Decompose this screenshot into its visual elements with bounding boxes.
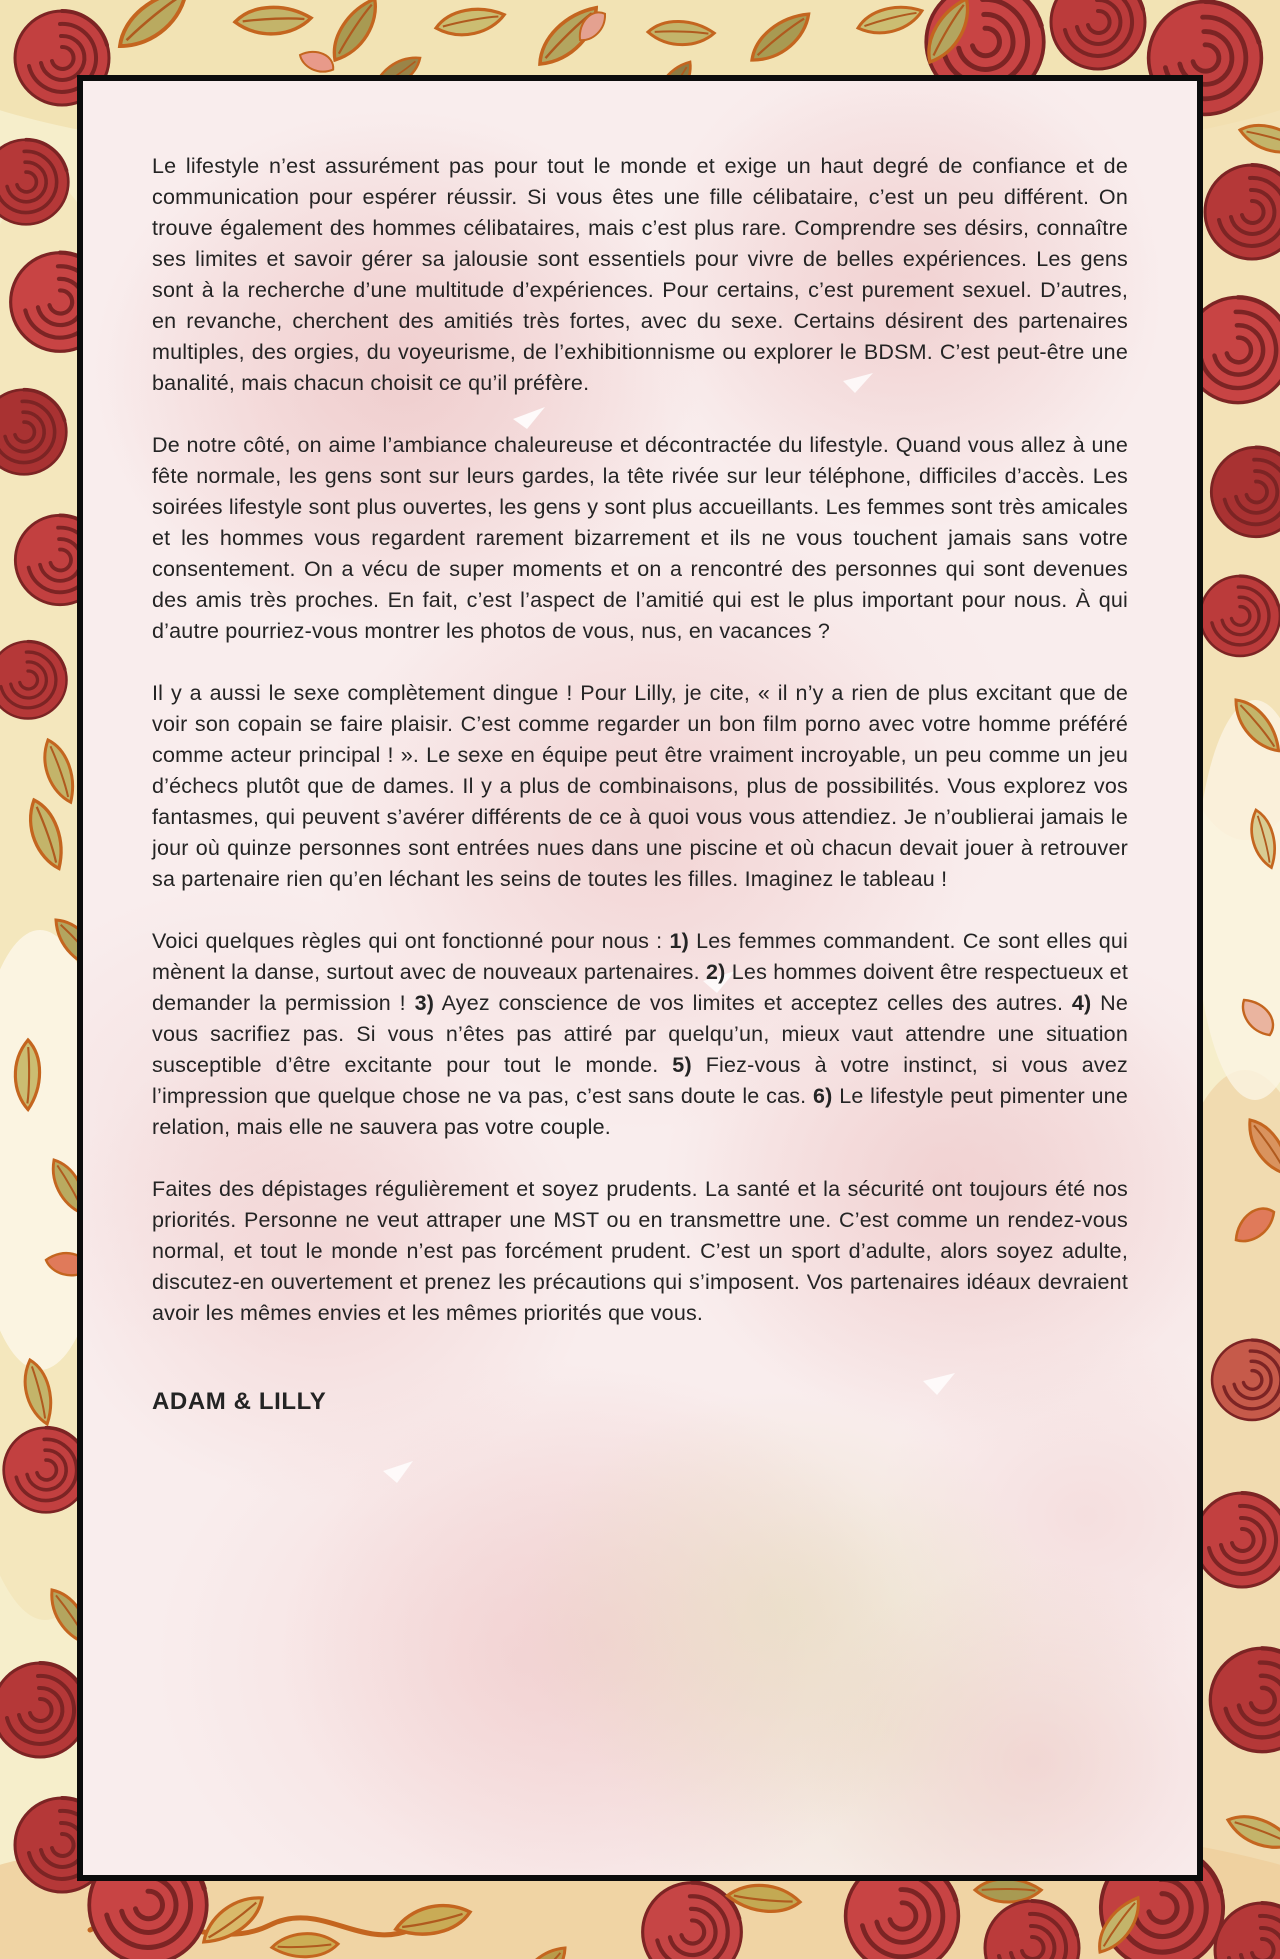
paragraph-3: Il y a aussi le sexe complètement dingue ! Pour Lilly, je cite, « il n’y a rien de plus excitant que de voir son copain se faire plaisir. C’est comme regarder un bon film porno avec votre homme préféré comme acteur principal ! ». Le sexe en équipe peut être vraiment incroyable, un peu comme un jeu d’échecs plutôt que de dames. Il y a plus de combinaisons, plus de possibilités. Vous explorez vos fantasmes, qui peuvent s’avérer différents de ce à quoi vous vous attendiez. Je n’oublierai jamais le jour où quinze personnes sont entrées nues dans une piscine et où chacun devait jouer à retrouver sa partenaire rien qu’en léchant les seins de toutes les filles. Imaginez le tableau !	[152, 681, 1128, 891]
page-frame	[77, 75, 1203, 1881]
paragraph-5: Faites des dépistages régulièrement et soyez prudents. La santé et la sécurité ont toujours été nos priorités. Personne ne veut attraper une MST ou en transmettre une. C’est comme un rendez-vous normal, et tout le monde n’est pas forcément prudent. C’est un sport d’adulte, alors soyez adulte, discutez-en ouvertement et prenez les précautions qui s’imposent. Vos partenaires idéaux devraient avoir les mêmes envies et les mêmes priorités que vous.	[152, 1177, 1128, 1325]
page-text	[152, 151, 1128, 1448]
paragraph-1: Le lifestyle n’est assurément pas pour tout le monde et exige un haut degré de confiance et de communication pour espérer réussir. Si vous êtes une fille célibataire, c’est un peu différent. On trouve également des hommes célibataires, mais c’est plus rare. Comprendre ses désirs, connaître ses limites et savoir gérer sa jalousie sont essentiels pour vivre de belles expériences. Les gens sont à la recherche d’une multitude d’expériences. Pour certains, c’est purement sexuel. D’autres, en revanche, cherchent des amitiés très fortes, avec du sexe. Certains désirent des partenaires multiples, des orgies, du voyeurisme, de l’exhibitionnisme ou explorer le BDSM. C’est peut-être une banalité, mais chacun choisit ce qu’il préfère.	[152, 154, 1128, 395]
signature: ADAM & LILLY	[152, 1388, 327, 1415]
paragraph-4-rules: Voici quelques règles qui ont fonctionné pour nous : 1) Les femmes commandent. Ce sont elles qui mènent la danse, surtout avec de nouveaux partenaires. 2) Les hommes doivent être respectueux et demander la permission ! 3) Ayez conscience de vos limites et acceptez celles des autres. 4) Ne vous sacrifiez pas. Si vous n’êtes pas attiré par quelqu’un, mieux vaut attendre une situation susceptible d’être excitante pour tout le monde. 5) Fiez-vous à votre instinct, si vous avez l’impression que quelque chose ne va pas, c’est sans doute le cas. 6) Le lifestyle peut pimenter une relation, mais elle ne sauvera pas votre couple.	[152, 929, 1128, 1139]
paragraph-2: De notre côté, on aime l’ambiance chaleureuse et décontractée du lifestyle. Quand vous allez à une fête normale, les gens sont sur leurs gardes, la tête rivée sur leur téléphone, difficiles d’accès. Les soirées lifestyle sont plus ouvertes, les gens y sont plus accueillants. Les femmes sont très amicales et les hommes vous regardent rarement bizarrement et ils ne vous touchent jamais sans votre consentement. On a vécu de super moments et on a rencontré des personnes qui sont devenues des amis très proches. En fait, c’est l’aspect de l’amitié qui est le plus important pour nous. À qui d’autre pourriez-vous montrer les photos de vous, nus, en vacances ?	[152, 433, 1128, 643]
